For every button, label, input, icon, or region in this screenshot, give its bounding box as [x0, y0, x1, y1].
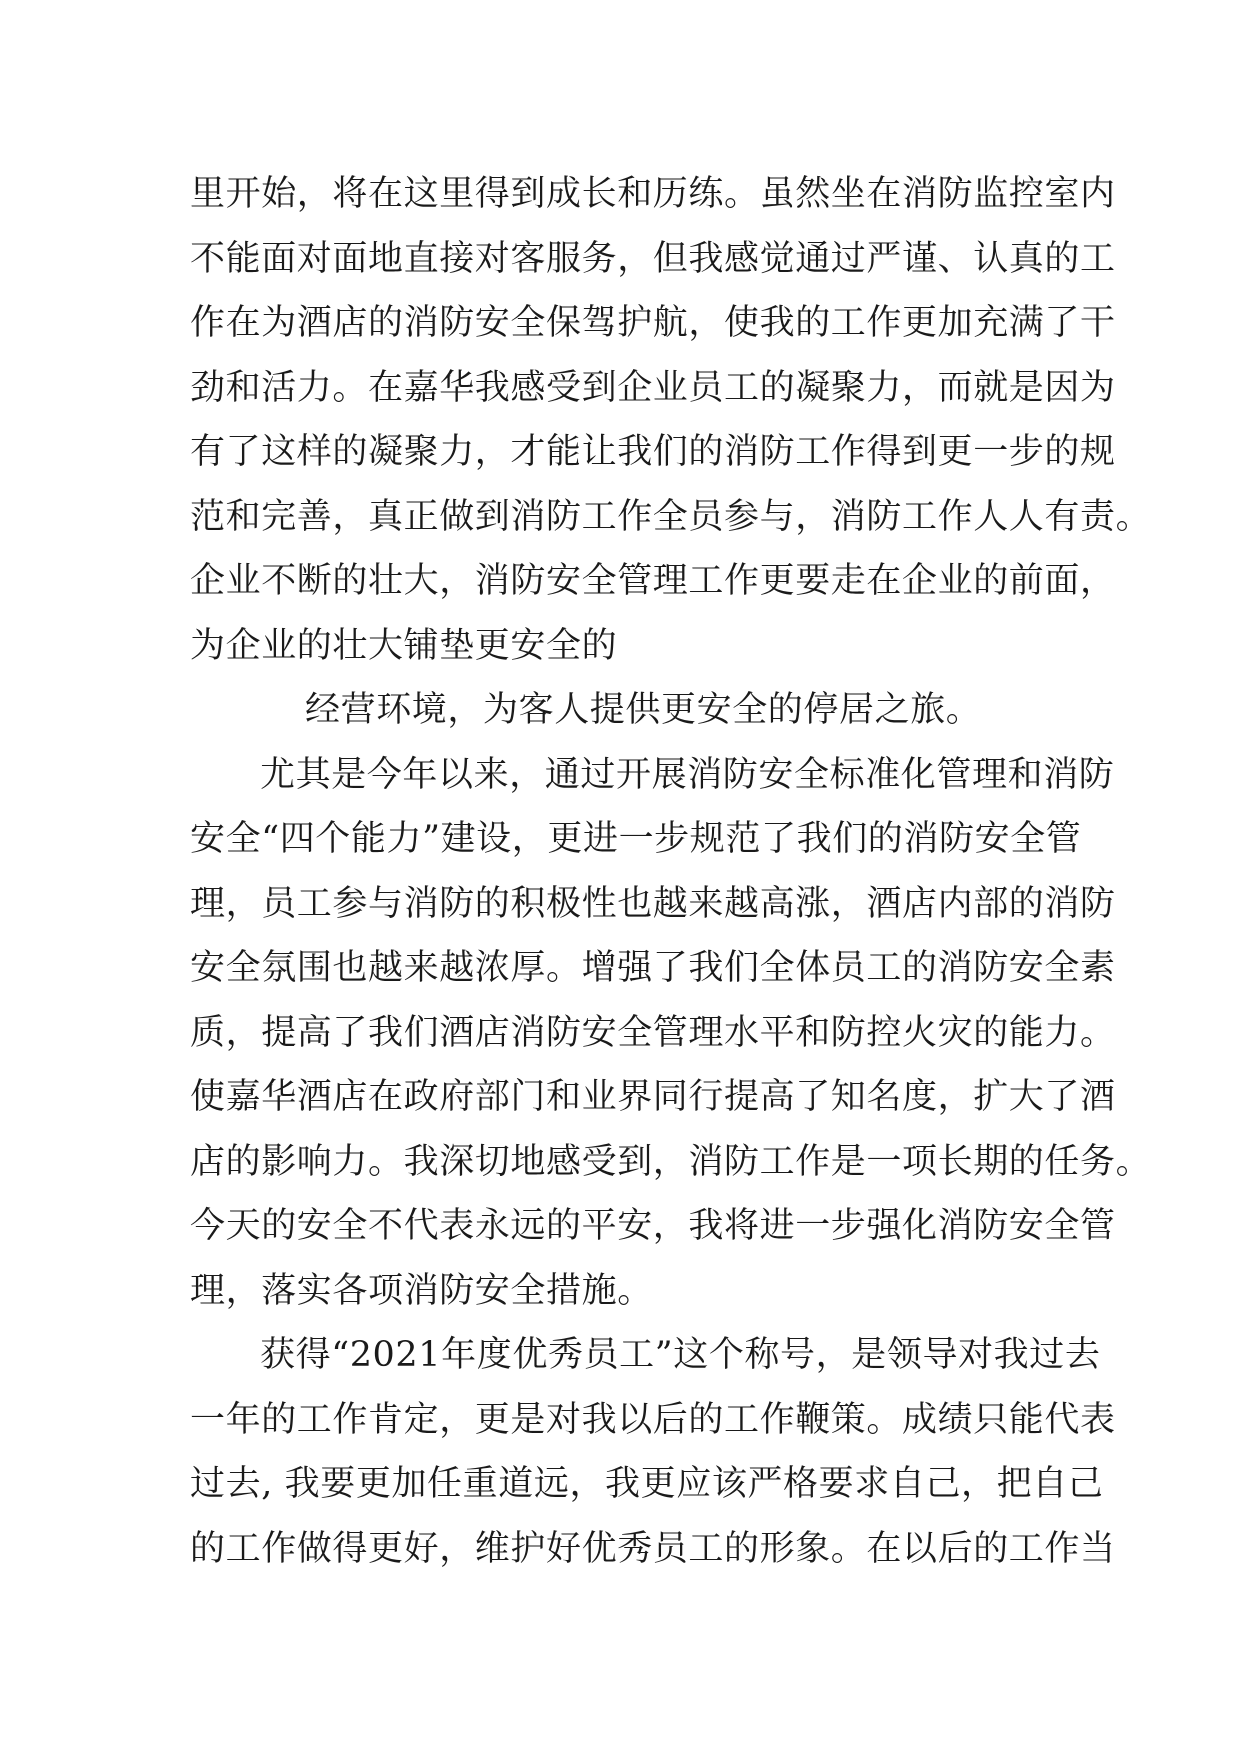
text-line: 理，落实各项消防安全措施。 [190, 1270, 653, 1311]
text-line: 作在为酒店的消防安全保驾护航，使我的工作更加充满了干 [190, 303, 1116, 343]
text-line: 有了这样的凝聚力，才能让我们的消防工作得到更一步的规 [190, 432, 1116, 472]
body-text [190, 162, 1152, 1581]
text-line: 过去, 我要更加任重道远，我更应该严格要求自己，把自己 [190, 1464, 1104, 1504]
text-line: 理，员工参与消防的积极性也越来越高涨，酒店内部的消防 [190, 883, 1116, 924]
text-line: 范和完善，真正做到消防工作全员参与，消防工作人人有责。 [190, 496, 1152, 537]
text-line: 为企业的壮大铺垫更安全的 [190, 625, 618, 666]
text-line: 安全氛围也越来越浓厚。增强了我们全体员工的消防安全素 [190, 948, 1116, 988]
text-line: 的工作做得更好，维护好优秀员工的形象。在以后的工作当 [190, 1528, 1116, 1569]
text-line: 经营环境，为客人提供更安全的停居之旅。 [305, 690, 982, 730]
text-line: 今天的安全不代表永远的平安，我将进一步强化消防安全管 [190, 1206, 1116, 1246]
paragraph-start-line: 尤其是今年以来，通过开展消防安全标准化管理和消防 [260, 754, 1115, 795]
text-line: 店的影响力。我深切地感受到，消防工作是一项长期的任务。 [190, 1141, 1152, 1182]
text-line: 里开始，将在这里得到成长和历练。虽然坐在消防监控室内 [190, 174, 1116, 214]
text-line: 劲和活力。在嘉华我感受到企业员工的凝聚力，而就是因为 [190, 367, 1116, 408]
text-line: 不能面对面地直接对客服务，但我感觉通过严谨、认真的工 [190, 238, 1116, 279]
paragraph-start-line: 获得“2021年度优秀员工”这个称号，是领导对我过去 [260, 1335, 1101, 1375]
text-line: 企业不断的壮大，消防安全管理工作更要走在企业的前面， [190, 561, 1116, 601]
text-line: 安全“四个能力”建设，更进一步规范了我们的消防安全管 [190, 819, 1082, 859]
text-line: 使嘉华酒店在政府部门和业界同行提高了知名度，扩大了酒 [190, 1077, 1116, 1117]
text-line: 一年的工作肯定，更是对我以后的工作鞭策。成绩只能代表 [190, 1399, 1116, 1440]
text-line: 质，提高了我们酒店消防安全管理水平和防控火灾的能力。 [190, 1012, 1116, 1053]
